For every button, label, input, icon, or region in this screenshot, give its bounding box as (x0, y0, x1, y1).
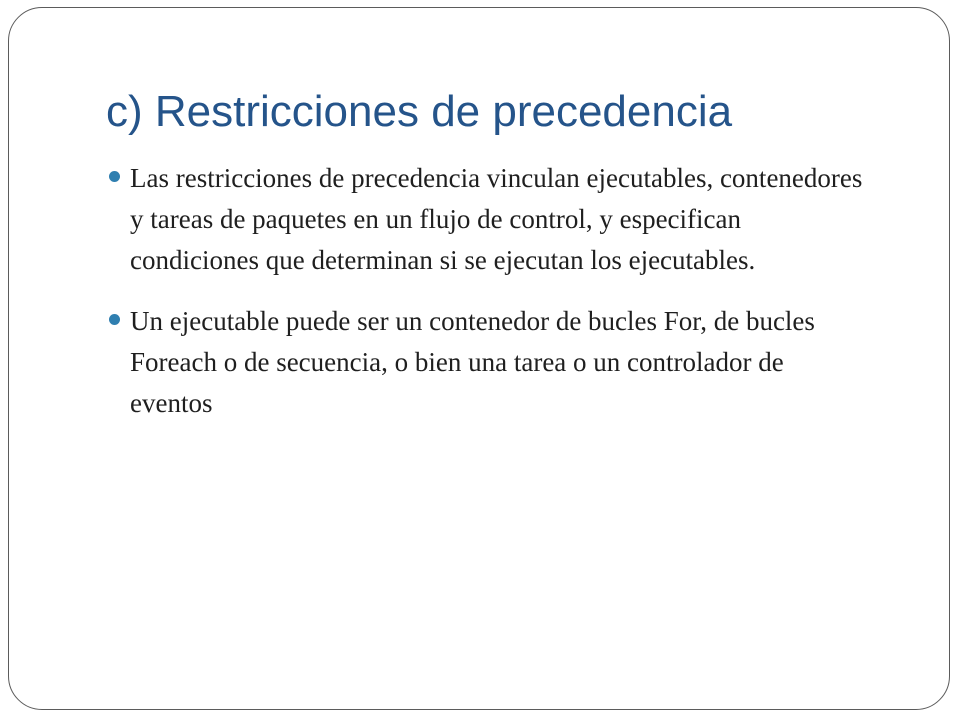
bullet-text: Un ejecutable puede ser un contenedor de bucles For, de bucles Foreach o de secuencia, o bien una tarea o un controlador de eventos (130, 306, 815, 418)
bullet-item (106, 301, 866, 424)
bullet-text: Las restricciones de precedencia vinculan ejecutables, contenedores y tareas de paquetes en un flujo de control, y especifican condiciones que determinan si se ejecutan los ejecutables. (130, 163, 863, 275)
bullet-list (106, 158, 866, 444)
slide-title: c) Restricciones de precedencia (106, 87, 733, 136)
bullet-item (106, 158, 866, 281)
bullet-dot-icon (109, 314, 120, 325)
bullet-dot-icon (109, 171, 120, 182)
